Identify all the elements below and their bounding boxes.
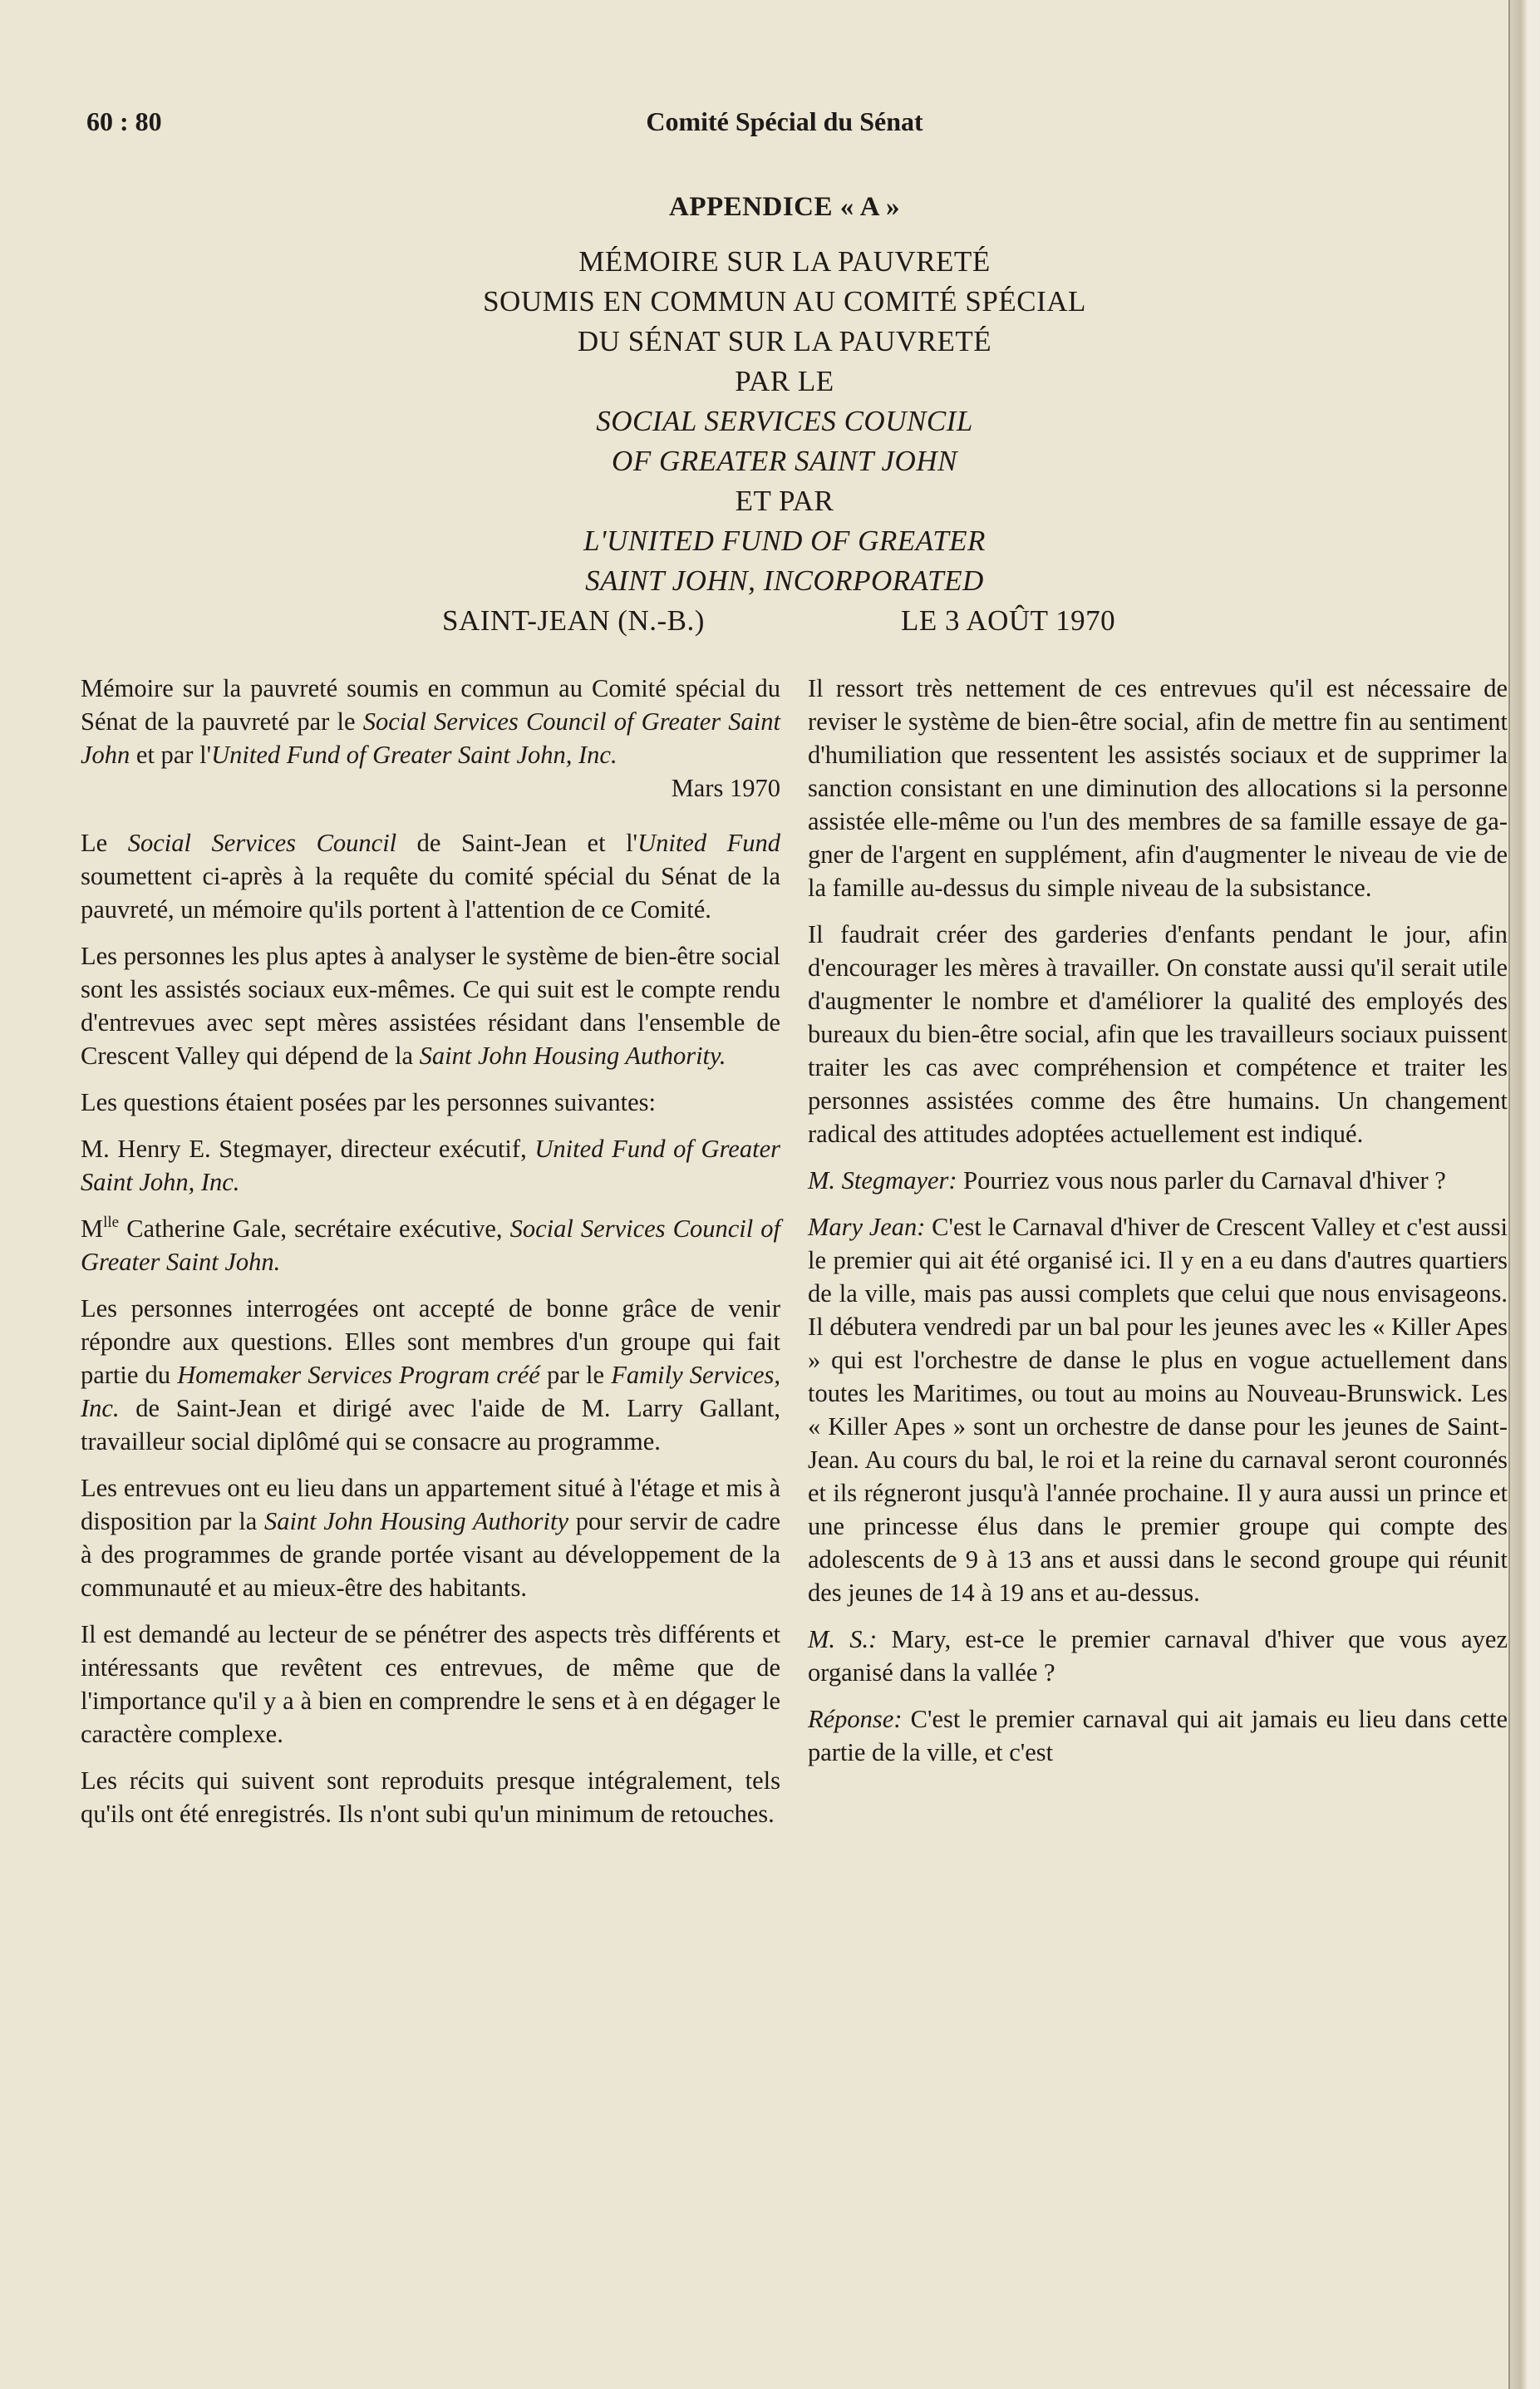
title-line-6: OF GREATER SAINT JOHN — [612, 445, 957, 477]
text: C'est le premier carnaval qui ait jamais eu lieu dans cette partie de la ville, et c'est — [808, 1705, 1508, 1766]
text-italic: United Fund of Greater Saint John, Inc. — [81, 1135, 780, 1196]
text: M — [81, 1214, 104, 1243]
text: Catherine Gale, secrétaire exécutive, — [119, 1214, 510, 1243]
paragraph — [81, 672, 780, 771]
paragraph — [81, 1471, 780, 1604]
title-line-7: ET PAR — [735, 485, 834, 517]
text: Mémoire sur la pauvreté soumis en commun au Comité spécial du Sénat de la pauvreté par le — [81, 674, 780, 736]
text: C'est le Carnaval d'hiver de Crescent Valley et c'est aussi le premier qui ait été organisé ici. Il y en a eu dans d'autres quartiers de la ville, mais pas aussi complets que celui que nous envisageons. Il débutera vendredi par un bal pour les jeunes avec les « Killer Apes » qui est l'orchestre de danse le plus en vogue actuellement dans toutes les Maritimes, ou tout au moins au Nouveau-Brunswick. Les « Killer Apes » sont un orchestre de danse pour les jeunes de Saint-Jean. Au cours du bal, le roi et la reine du carnaval seront couronnés et ils régneront jusqu'à l'année prochaine. Il y aura aussi un prince et une princesse élus dans le premier groupe qui compte des adolescents de 9 à 13 ans et aussi dans le second groupe qui réunit des jeunes de 14 à 19 ans et au-dessus. — [808, 1213, 1508, 1607]
title-block — [86, 187, 1483, 641]
text-italic: United Fund — [637, 829, 780, 857]
text-italic: Social Services Council of Greater Saint John — [81, 707, 780, 769]
text: Le — [81, 829, 128, 857]
text: Mary, est-ce le premier carnaval d'hiver que vous ayez organisé dans la vallée ? — [808, 1625, 1508, 1687]
text: par le — [539, 1361, 612, 1389]
right-column — [808, 672, 1508, 1782]
title-line-8: L'UNITED FUND OF GREATER — [583, 525, 986, 557]
text: M. Henry E. Stegmayer, directeur exécutif, — [81, 1135, 535, 1163]
speaker-label: M. S.: — [808, 1625, 878, 1653]
text-italic: Family Services, Inc. — [81, 1361, 780, 1422]
text-italic: Social Services Council of Greater Saint John. — [81, 1214, 780, 1276]
speaker-label: Réponse: — [808, 1705, 903, 1733]
running-header — [86, 106, 1483, 140]
text-italic: Saint John Housing Authority — [263, 1507, 569, 1535]
text: soumettent ci-après à la requête du comité spécial du Sénat de la pauvreté, un mémoire qu'ils portent à l'attention de ce Comité. — [81, 862, 780, 924]
title-line-1: MÉMOIRE SUR LA PAUVRETÉ — [578, 245, 991, 278]
text-italic: Social Services Council — [127, 829, 397, 857]
page-number: 60 : 80 — [86, 106, 162, 136]
text: pour servir de cadre à des programmes de grande portée visant au développement de la communauté et au mieux-être des habitants. — [81, 1507, 780, 1602]
paragraph: Il est demandé au lecteur de se pénétrer des aspects très différents et intéressants que revêtent ces entrevues, de même que de l'importance qu'il y a à bien en comprendre le sens et à en dégager le caractère complexe. — [81, 1620, 780, 1748]
running-title: Comité Spécial du Sénat — [646, 106, 923, 136]
adjacent-page-edge — [1508, 0, 1540, 2389]
paragraph — [81, 939, 780, 1072]
text: Les personnes interrogées ont accepté de bonne grâce de venir répondre aux questions. Elles sont membres d'un groupe qui fait partie du — [81, 1294, 780, 1389]
paragraph: Les questions étaient posées par les personnes suivantes: — [81, 1088, 657, 1116]
paragraph: Il faudrait créer des garderies d'enfants pendant le jour, afin d'encourager les mères à travailler. On constate aussi qu'il serait utile d'augmenter le nombre et d'améliorer la qualité des employés des bureaux du bien-être social, afin que les travailleurs sociaux puissent traiter les cas avec compréhension et compétence et traiter les personnes assistées comme des être humains. Un changement radical des attitudes adoptées actuellement est indiqué. — [808, 920, 1508, 1148]
speaker-label: Mary Jean: — [808, 1213, 926, 1241]
text: Les entrevues ont eu lieu dans un appartement situé à l'étage et mis à disposition par la — [81, 1474, 780, 1535]
title-line-9: SAINT JOHN, INCORPORATED — [585, 564, 984, 597]
dialogue-paragraph — [808, 1210, 1508, 1609]
paragraph — [81, 826, 780, 926]
memo-date: Mars 1970 — [671, 774, 780, 802]
paragraph — [81, 1132, 780, 1199]
paragraph — [81, 1212, 780, 1278]
dialogue-paragraph — [808, 1164, 1508, 1197]
text: de Saint-Jean et dirigé avec l'aide de M. Larry Gallant, travailleur social diplômé qui se consacre au programme. — [81, 1394, 780, 1456]
appendix-heading: APPENDICE « A » — [669, 192, 900, 222]
text: et par l' — [130, 741, 212, 769]
text: Pourriez vous nous parler du Carnaval d'hiver ? — [957, 1166, 1446, 1194]
text: de Saint-Jean et l' — [396, 829, 638, 857]
title-line-2: SOUMIS EN COMMUN AU COMITÉ SPÉCIAL — [483, 285, 1086, 318]
text-italic: Homemaker Services Program créé — [177, 1361, 540, 1389]
dialogue-paragraph — [808, 1702, 1508, 1769]
text-italic: Saint John Housing Authority. — [419, 1042, 726, 1070]
text-italic: United Fund of Greater Saint John, Inc. — [211, 741, 617, 769]
place-line: SAINT-JEAN (N.-B.) — [442, 604, 705, 637]
paragraph — [81, 1292, 780, 1458]
date-line: LE 3 AOÛT 1970 — [901, 604, 1116, 637]
superscript: lle — [103, 1214, 120, 1231]
left-column — [81, 672, 780, 1844]
title-line-4: PAR LE — [735, 365, 834, 397]
title-line-5: SOCIAL SERVICES COUNCIL — [596, 405, 973, 437]
paragraph: Les récits qui suivent sont reproduits presque intégralement, tels qu'ils ont été enregistrés. Ils n'ont subi qu'un minimum de retouches. — [81, 1766, 780, 1828]
dialogue-paragraph — [808, 1623, 1508, 1689]
title-line-3: DU SÉNAT SUR LA PAUVRETÉ — [577, 325, 992, 357]
paragraph: Il ressort très nettement de ces entrevues qu'il est nécessaire de reviser le système de bien-être social, afin de mettre fin au sentiment d'humiliation que ressentent les assistés sociaux et de supprimer la sanction consistant en une diminution des allocations si la personne assistée elle-même ou l'un des membres de sa famille essaye de gagner de l'argent en supplément, afin d'augmenter le niveau de vie de la famille au-dessus du simple niveau de la subsistance. — [808, 674, 1508, 902]
place-date-row — [86, 601, 1483, 641]
speaker-label: M. Stegmayer: — [808, 1166, 957, 1194]
text: Les personnes les plus aptes à analyser le système de bien-être social sont les assistés sociaux eux-mêmes. Ce qui suit est le compte rendu d'entrevues avec sept mères assistées résidant dans l'ensemble de Crescent Valley qui dépend de la — [81, 942, 780, 1070]
